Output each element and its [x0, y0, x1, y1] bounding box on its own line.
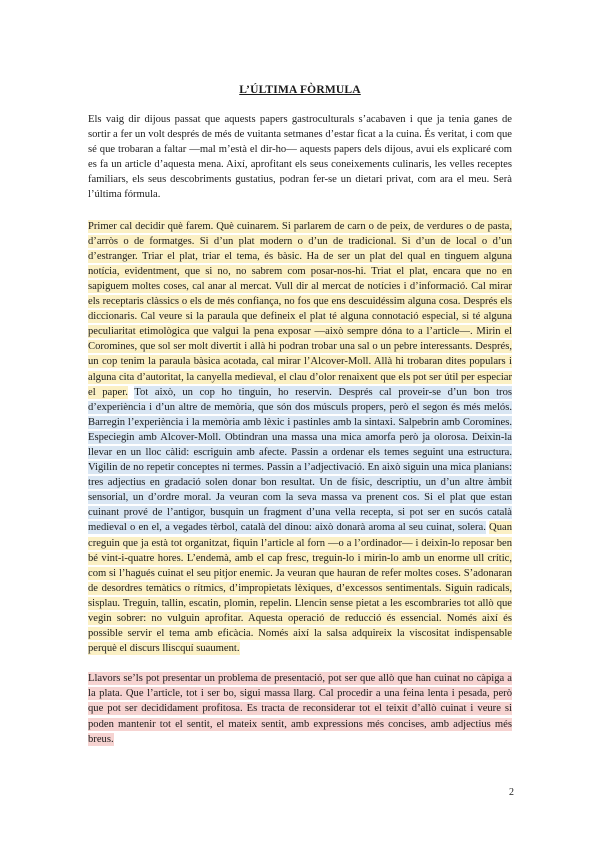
paragraph-recipe	[88, 219, 512, 657]
paragraph-intro	[88, 112, 512, 203]
page-content	[88, 84, 512, 747]
highlight-yellow-segment-a: Primer cal decidir què farem. Què cuinarem. Si parlarem de carn o de peix, de verdures o de pasta, d’arròs o de formatges. Si d’un plat modern o d’un de tradicional. Si d’un de local o d’un d’estranger. Triar el plat, triar el tema, és bàsic. Ha de ser un plat del qual en tinguem alguna notícia, evidentment, que si no, no sabrem com posar-nos-hi. Triat el plat, encara que no en sapiguem moltes coses, cal anar al mercat. Vull dir al mercat de notícies i d’informació. Cal mirar els receptaris clàssics o els de més confiança, no fos que ens descuidéssim alguna cosa. Després els diccionaris. Cal veure si la paraula que defineix el plat té alguna connotació especial, si té alguna peculiaritat etimològica que valgui la pena exposar —això sempre dóna to a l’article—. Mirin el Coromines, que sol ser molt divertit i allà hi podran trobar una sal o un pebre interessants. Després, un cop tenim la paraula bàsica acotada, cal mirar l’Alcover-Moll. Allà hi trobaran dites populars i alguna cita d’autoritat, la canyella medieval, el clau d’olor renaixent que els pot ser útil per especiar el paper.	[88, 220, 512, 398]
highlight-blue-segment: Tot això, un cop ho tinguin, ho reservin. Després cal proveir-se d’un bon tros d’experiència i d’un altre de memòria, que són dos músculs propers, però el segon és més melós. Barregin l’experiència i la memòria amb lèxic i pastinles amb la sintaxi. Salpebrin amb Coromines. Especiegin amb Alcover-Moll. Obtindran una massa una mica amorfa però ja olorosa. Deixin-la llevar en un lloc càlid: escriguin amb afecte. Passin a ordenar els temes seguint una estructura. Vigilin de no repetir conceptes ni termes. Passin a l’adjectivació. En això siguin una mica planians: tres adjectius en gradació solen donar bon resultat. Un de físic, descriptiu, un d’un altre àmbit sensorial, un d’ordre moral. Ja veuran com la seva massa va prenent cos. Si el plat que estan cuinant prové de l’antigor, busquin un fragment d’una vella recepta, si pot ser en sucós català medieval o en el, a vegades tèrbol, català del dinou: això donarà aroma al seu cuinat, solera.	[88, 386, 512, 534]
page-number: 2	[509, 787, 514, 798]
highlight-yellow-segment-b: Quan creguin que ja està tot organitzat, fiquin l’article al forn —o a l’ordinador— i deixin-lo reposar ben bé vint-i-quatre hores. L’endemà, amb el cap fresc, treguin-lo i mirin-lo amb un enorme ull crític, com si l’hagués cuinat el seu pitjor enemic. Ja veuran que hauran de refer moltes coses. S’adonaran de desordres temàtics o rítmics, d’impropietats lèxiques, d’excessos sentimentals. Siguin radicals, sisplau. Treguin, tallin, escatin, plomin, repelin. Llencin sense pietat a les escombraries tot allò que vegin sobrer: no vulguin aprofitar. Aquesta operació de reducció és essencial. Només així és possible servir el tema amb eficàcia. Només així la salsa adquireix la viscositat indispensable perquè el discurs lliscquí suaument.	[88, 522, 512, 655]
document-title: L’ÚLTIMA FÒRMULA	[239, 84, 361, 96]
paragraph-presentation	[88, 671, 512, 746]
highlight-pink-segment: Llavors se’ls pot presentar un problema de presentació, pot ser que allò que han cuinat no càpiga a la plata. Que l’article, tot i ser bo, sigui massa llarg. Cal procedir a una feina lenta i pesada, però que pot ser decididament profitosa. Es tracta de reconsiderar tot el teixit d’allò cuinat i veure si poden mantenir tot el sentit, el mateix sentit, amb expressions més concises, amb adjectius més breus.	[88, 673, 512, 745]
paragraph-intro-text: Els vaig dir dijous passat que aquests papers gastroculturals s’acabaven i que ja tenia ganes de sortir a fer un volt després de més de vuitanta setmanes d’estar ficat a la cuina. És veritat, i com que sé que trobaran a faltar —mal m’està el dir-ho— aquests papers dels dijous, avui els explicaré com es fa un article d’aquesta mena. Així, aprofitant els seus coneixements culinaris, les velles receptes familiars, els seus descobriments gustatius, podran fer-se un dietari privat, com ara el meu. Serà l’última fórmula.	[88, 114, 512, 201]
